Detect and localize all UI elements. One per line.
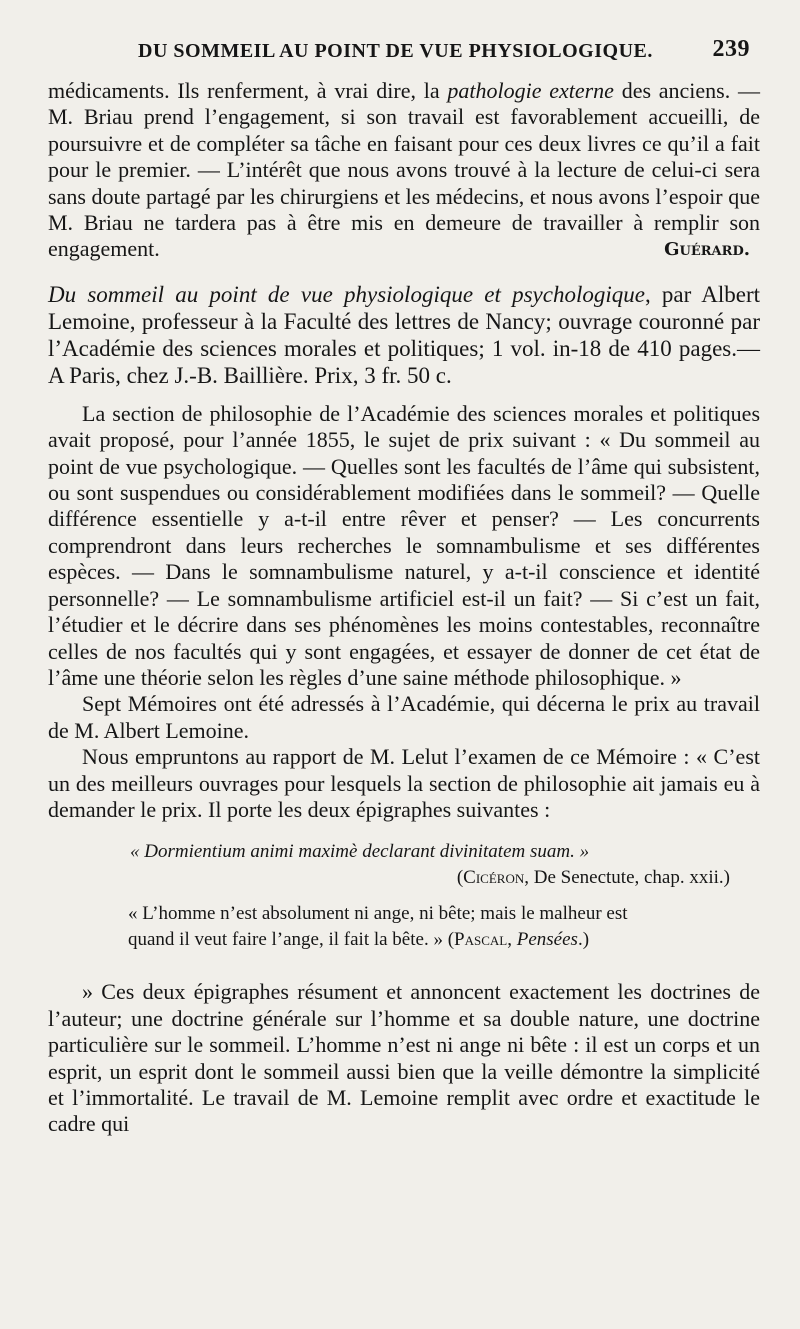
epigraph-pascal-author: Pascal xyxy=(454,929,508,951)
paragraph-report: Nous empruntons au rapport de M. Lelut l’examen de ce Mémoire : « C’est un des meilleurs ouvrages pour lesquels la section de philosophie ait jamais eu à demander le prix. Il porte les deux épigraphes suivantes : xyxy=(48,744,760,822)
epigraph-cicero-source: (Cicéron, De Senectute, chap. xxii.) xyxy=(456,867,730,889)
review-heading xyxy=(48,281,760,389)
paragraph-prize-subject: La section de philosophie de l’Académie des sciences morales et politiques avait proposé, pour l’année 1855, le sujet de prix suivant : « Du sommeil au point de vue psychologique. — Quelles sont les facultés de l’âme qui subsistent, ou sont suspendues ou considérablement modifiées dans le sommeil? — Quelle différence essentielle y a-t-il entre rêver et penser? — Les concurrents comprendront dans leurs recherches le somnambulisme et ses différentes espèces. — Dans le somnambulisme naturel, y a-t-il conscience et identité personnelle? — Le somnambulisme artificiel est-il un fait? — Si c’est un fait, l’étudier et le décrire dans ses phénomènes les moins contestables, reconnaître celles de nos facultés qui y sont engagées, et essayer de donner de cet état de l’âme une théorie selon les règles d’une saine méthode philosophique. » xyxy=(48,400,760,690)
epigraph-cicero: « Dormientium animi maximè declarant divinitatem suam. » xyxy=(130,841,590,863)
epigraph-cicero-work: , De Senectute, chap. xxii.) xyxy=(524,867,730,889)
epigraph-pascal-work: Pensées xyxy=(516,929,578,951)
epigraph-pascal-line1: « L’homme n’est absolument ni ange, ni bête; mais le malheur est xyxy=(128,903,628,925)
epigraph-cicero-author: Cicéron xyxy=(463,867,525,889)
italic-term: pathologie externe xyxy=(447,78,614,103)
prev-text-a: médicaments. Ils renferment, à vrai dire, la xyxy=(48,78,448,103)
epigraph-pascal-line2: quand il veut faire l’ange, il fait la bête. » (Pascal, Pensées.) xyxy=(128,929,590,951)
reviewer-signature: Guérard. xyxy=(664,238,750,260)
running-title: DU SOMMEIL AU POINT DE VUE PHYSIOLOGIQUE. xyxy=(138,40,653,62)
prev-text-b: des anciens. — M. Briau prend l’engagement, si son travail est favorablement accueilli, de poursuivre et de compléter sa tâche en faisant pour ces deux livres ce qu’il a fait pour le premier. — L’intérêt que nous avons trouvé à la lecture de celui-ci sera sans doute partagé par les chirurgiens et les médecins, et nous avons l’espoir que M. Briau ne tardera pas à être mis en demeure de travailler à remplir son engagement. xyxy=(48,78,760,262)
paragraph-doctrines: » Ces deux épigraphes résument et annoncent exactement les doctrines de l’auteur; une doctrine générale sur l’homme et sa double nature, une doctrine particulière sur le sommeil. L’homme n’est ni ange ni bête : il est un corps et un esprit, un esprit dont le sommeil aussi bien que la veille démontre la simplicité et l’immortalité. Le travail de M. Lemoine remplit avec ordre et exactitude le cadre qui xyxy=(48,979,760,1137)
previous-review-conclusion xyxy=(48,78,760,263)
page-number: 239 xyxy=(712,36,750,62)
book-details: , par Albert Lemoine, professeur à la Faculté des lettres de Nancy; ouvrage couronné par l’Académie des sciences morales et politiques; 1 vol. in-18 de 410 pages.—A Paris, chez J.-B. Baillière. Prix, 3 fr. 50 c. xyxy=(48,281,761,388)
paragraph-memoirs: Sept Mémoires ont été adressés à l’Académie, qui décerna le prix au travail de M. Albert Lemoine. xyxy=(48,691,760,743)
running-header xyxy=(48,30,760,78)
epigraph-pascal-text: quand il veut faire l’ange, il fait la bête. » ( xyxy=(128,929,455,951)
book-title: Du sommeil au point de vue physiologique et psychologique xyxy=(48,281,645,307)
